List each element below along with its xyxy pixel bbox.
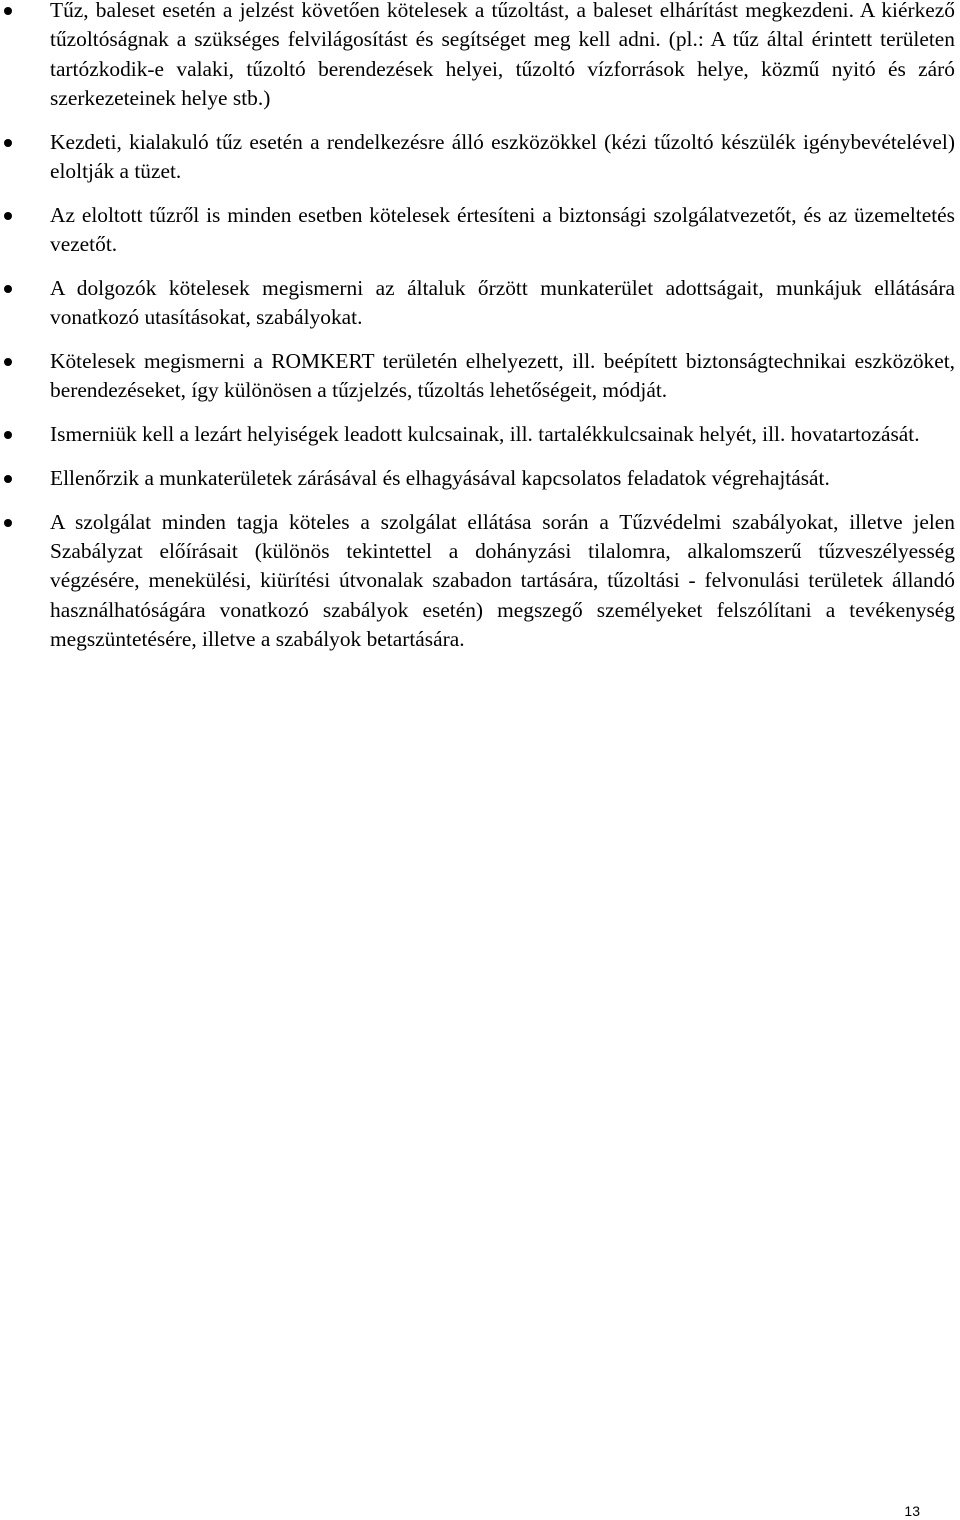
list-item-text: Kötelesek megismerni a ROMKERT területén elhelyezett, ill. beépített biztonságtechnikai eszközöket, berendezéseket, így különösen a tűzjelzés, tűzoltás lehetőségeit, módját. [50,348,955,403]
list-item [0,464,960,493]
list-item [0,128,960,187]
bullet-icon [4,7,12,15]
list-item-text: Kezdeti, kialakuló tűz esetén a rendelkezésre álló eszközökkel (kézi tűzoltó készülék igénybevételével) eloltják a tüzet. [50,129,955,183]
list-item [0,201,960,260]
list-item [0,274,960,333]
bullet-icon [4,212,12,220]
bullet-list [0,0,960,669]
list-item [0,420,960,449]
list-item-text: A szolgálat minden tagja köteles a szolgálat ellátása során a Tűzvédelmi szabályokat, illetve jelen Szabályzat előírásait (különös tekintettel a dohányzási tilalomra, alkalomszerű tűzveszélyesség végzésére, menekülési, kiürítési útvonalak szabadon tartására, tűzoltási - felvonulási területek állandó használhatóságára vonatkozó szabályok esetén) megszegő személyeket felszólítani a tevékenység megszüntetésére, illetve a szabályok betartására. [50,509,955,651]
bullet-icon [4,431,12,439]
list-item [0,508,960,654]
bullet-icon [4,358,12,366]
bullet-icon [4,519,12,527]
list-item-text: A dolgozók kötelesek megismerni az általuk őrzött munkaterület adottságait, munkájuk ellátására vonatkozó utasításokat, szabályokat. [50,275,955,330]
bullet-icon [4,475,12,483]
bullet-icon [4,285,12,293]
page-number: 13 [904,1503,920,1519]
list-item-text: Ismerniük kell a lezárt helyiségek leadott kulcsainak, ill. tartalékkulcsainak helyét, ill. hovatartozását. [50,422,920,447]
bullet-icon [4,139,12,147]
list-item [0,347,960,406]
list-item-text: Ellenőrzik a munkaterületek zárásával és elhagyásával kapcsolatos feladatok végrehajtását. [50,465,830,490]
list-item-text: Tűz, baleset esetén a jelzést követően kötelesek a tűzoltást, a baleset elhárítást megkezdeni. A kiérkező tűzoltóságnak a szükséges felvilágosítást és segítséget meg kell adni. (pl.: A tűz által érintett területen tartózkodik-e valaki, tűzoltó berendezések helyei, tűzoltó vízforrások helye, közmű nyitó és záró szerkezeteinek helye stb.) [50,0,955,110]
list-item-text: Az eloltott tűzről is minden esetben kötelesek értesíteni a biztonsági szolgálatvezetőt, és az üzemeltetés vezetőt. [50,202,955,257]
list-item [0,0,960,113]
